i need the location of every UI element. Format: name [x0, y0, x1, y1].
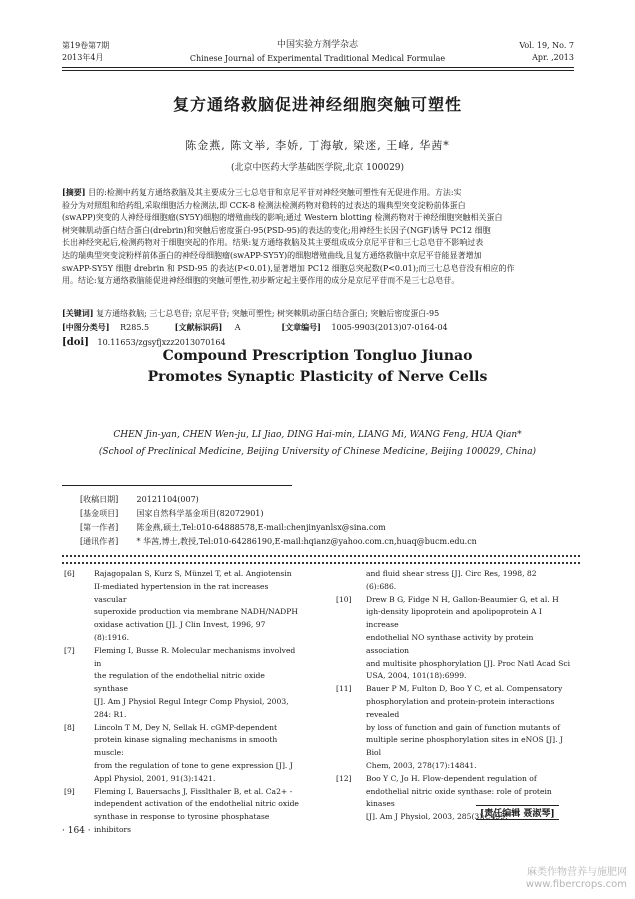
reference-line: (8):1916.	[94, 632, 130, 642]
reference-line: Fleming I, Bauersachs J, Fisslthaler B, et al. Ca2+ -	[94, 786, 293, 796]
authors-en: CHEN Jin-yan, CHEN Wen-ju, LI Jiao, DING Hai-min, LIANG Mi, WANG Feng, HUA Qian*	[113, 430, 522, 440]
reference-item	[64, 568, 300, 645]
reference-line: [J]. Am J Physiol Regul Integr Comp Physiol, 2003,	[94, 696, 289, 706]
reference-line: the regulation of the endothelial nitric oxide synthase	[94, 671, 265, 694]
classification-row: [中图分类号] R285.5 [文献标识码] A [文章编号] 1005-9903(2013)07-0164-04	[62, 322, 448, 332]
reference-line: multiple serine phosphorylation sites in eNOS [J]. J Biol	[366, 735, 563, 758]
reference-line: by loss of function and gain of function mutants of	[366, 722, 560, 732]
reference-line: [J]. Am J Physiol, 2003, 285(3):C499.	[366, 812, 508, 822]
reference-item	[336, 594, 572, 684]
reference-line: Chem, 2003, 278(17):14841.	[366, 760, 477, 770]
reference-line: Rajagopalan S, Kurz S, Münzel T, et al. Angiotensin	[94, 569, 292, 578]
reference-item	[64, 645, 300, 722]
header-rule-thin	[62, 70, 574, 71]
abstract-line: [摘要] 目的:检测中药复方通络救脑及其主要成分三七总皂苷和京尼平苷对神经突触可塑性有无促进作用。方法:实	[62, 187, 462, 197]
reference-line: Fleming I, Busse R. Molecular mechanisms involved in	[94, 645, 296, 668]
abstract-line: 长出神经突起后,检测药物对于细胞突起的作用。结果:复方通络救脑及其主要组成成分京尼平苷和三七总皂苷不影响过表	[62, 238, 484, 248]
affiliation-cn: (北京中医药大学基础医学院,北京 100029)	[230, 163, 405, 173]
abstract-line: (swAPP)突变的人神经母细胞瘤(SY5Y)细胞的增殖曲线的影响;通过 Western blotting 检测药物对于神经细胞突触相关蛋白	[62, 213, 503, 223]
affiliation-en: (School of Preclinical Medicine, Beijing University of Chinese Medicine, Beijing 100029, China)	[98, 447, 537, 457]
abstract-line: 树突棘肌动蛋白结合蛋白(drebrin)和突触后密度蛋白-95(PSD-95)的表达的变化;用神经生长因子(NGF)诱导 PC12 细胞	[62, 225, 491, 235]
watermark: 麻类作物营养与施肥网 www.fibercrops.com	[525, 867, 627, 890]
title-cn: 复方通络救脑促进神经细胞突触可塑性	[172, 95, 462, 114]
reference-item	[336, 568, 572, 594]
abstract-line: 达的瑞典型突变淀粉样前体蛋白的神经母细胞瘤(swAPP-SY5Y)的细胞增殖曲线,且复方通络救脑中京尼平苷能显著增加	[62, 250, 482, 260]
reference-line: independent activation of the endothelial nitric oxide	[94, 799, 299, 809]
reference-line: 284: R1.	[94, 709, 127, 719]
reference-line: Appl Physiol, 2001, 91(3):1421.	[94, 773, 216, 783]
footnote-corresponding: [通讯作者] * 华茜,博士,教授,Tel:010-64286190,E-mail:hqianz@yahoo.com.cn,huaq@bucm.edu.cn	[80, 537, 477, 546]
section-separator	[62, 555, 580, 564]
footnote-received: [收稿日期] 20121104(007)	[80, 495, 199, 504]
abstract	[62, 186, 580, 288]
header-date-en: Apr. ,2013	[532, 53, 574, 62]
abstract-line: swAPP-SY5Y 细胞 drebrin 和 PSD-95 的表达(P<0.01),显著增加 PC12 细胞总突起数(P<0.01);而三七总皂苷没有相应的作	[62, 263, 515, 273]
references-right-column	[336, 568, 572, 824]
reference-line: Drew B G, Fidge N H, Gallon-Beaumier G, et al. H	[366, 594, 559, 604]
header-volume-cn: 第19卷第7期	[62, 41, 110, 50]
footnote-first-author: [第一作者] 陈金燕,硕士,Tel:010-64888578,E-mail:chenjinyanlsx@sina.com	[80, 523, 386, 532]
keywords: [关键词] 复方通络救脑; 三七总皂苷; 京尼平苷; 突触可塑性; 树突棘肌动蛋白结合蛋白; 突触后密度蛋白-95	[62, 308, 440, 318]
reference-line: oxidase activation [J]. J Clin Invest, 1996, 97	[94, 620, 266, 630]
header-date-cn: 2013年4月	[62, 53, 104, 62]
reference-line: phosphorylation and protein-protein interactions revealed	[366, 696, 555, 719]
reference-number: [9]	[64, 786, 75, 796]
authors-cn: 陈金燕, 陈文举, 李娇, 丁海敏, 梁迷, 王峰, 华茜*	[185, 139, 450, 152]
reference-number: [12]	[336, 773, 352, 783]
reference-number: [8]	[64, 722, 75, 732]
responsible-editor: [责任编辑 聂淑琴]	[476, 805, 559, 820]
reference-line: from the regulation of tone to gene expression [J]. J	[94, 760, 293, 770]
doi-row: [doi] 10.11653/zgsyfjxzz2013070164	[62, 337, 226, 348]
reference-line: Bauer P M, Fulton D, Boo Y C, et al. Compensatory	[366, 684, 563, 694]
reference-number: [11]	[336, 684, 352, 694]
references-left-column	[64, 568, 300, 837]
page-number: · 164 ·	[62, 826, 91, 836]
header-volume-en: Vol. 19, No. 7	[519, 41, 574, 50]
abstract-label: [摘要]	[62, 187, 86, 197]
footnote-fund: [基金项目] 国家自然科学基金项目(82072901)	[80, 509, 264, 518]
abstract-line: 验分为对照组和给药组,采取细胞活力检测法,即 CCK-8 检测法检测药物对稳转的过表达的瑞典型突变淀粉前体蛋白	[62, 200, 466, 210]
abstract-line: 用。结论:复方通络救脑能促进神经细胞的突触可塑性,初步断定起主要作用的成分是京尼平苷而不是三七总皂苷。	[62, 276, 460, 286]
header-journal-cn: 中国实验方剂学杂志	[276, 40, 358, 50]
reference-line: and fluid shear stress [J]. Circ Res, 1998, 82	[366, 569, 537, 578]
reference-line: Lincoln T M, Dey N, Sellak H. cGMP-dependent	[94, 722, 278, 732]
reference-line: endothelial nitric oxide synthase: role of protein kinases	[366, 786, 552, 809]
reference-item	[64, 722, 300, 786]
title-en: Compound Prescription Tongluo Jiunao Promotes Synaptic Plasticity of Nerve Cells	[147, 348, 488, 385]
reference-line: Boo Y C, Jo H. Flow-dependent regulation of	[366, 773, 537, 783]
reference-number: [6]	[64, 569, 75, 578]
reference-item	[64, 786, 300, 837]
reference-line: (6):686.	[366, 581, 397, 591]
reference-line: II-mediated hypertension in the rat increases vascular	[94, 581, 269, 604]
reference-line: superoxide production via membrane NADH/NADPH	[94, 607, 298, 617]
reference-item	[336, 683, 572, 773]
reference-line: USA, 2004, 101(18):6999.	[366, 671, 467, 681]
reference-line: igh-density lipoprotein and apolipoprotein A I increase	[366, 607, 542, 630]
reference-number: [10]	[336, 594, 352, 604]
reference-number: [7]	[64, 645, 75, 655]
reference-line: protein kinase signaling mechanisms in smooth muscle:	[94, 735, 278, 758]
doi-link[interactable]: 10.11653/zgsyfjxzz2013070164	[97, 338, 226, 347]
reference-line: and multisite phosphorylation [J]. Proc Natl Acad Sci	[366, 658, 571, 668]
footnote-rule	[62, 485, 292, 486]
reference-line: synthase in response to tyrosine phosphatase inhibitors	[94, 812, 270, 834]
header-journal-en: Chinese Journal of Experimental Traditional Medical Formulae	[189, 54, 446, 63]
header-rule	[62, 67, 574, 68]
reference-line: endothelial NO synthase activity by protein association	[366, 632, 534, 655]
